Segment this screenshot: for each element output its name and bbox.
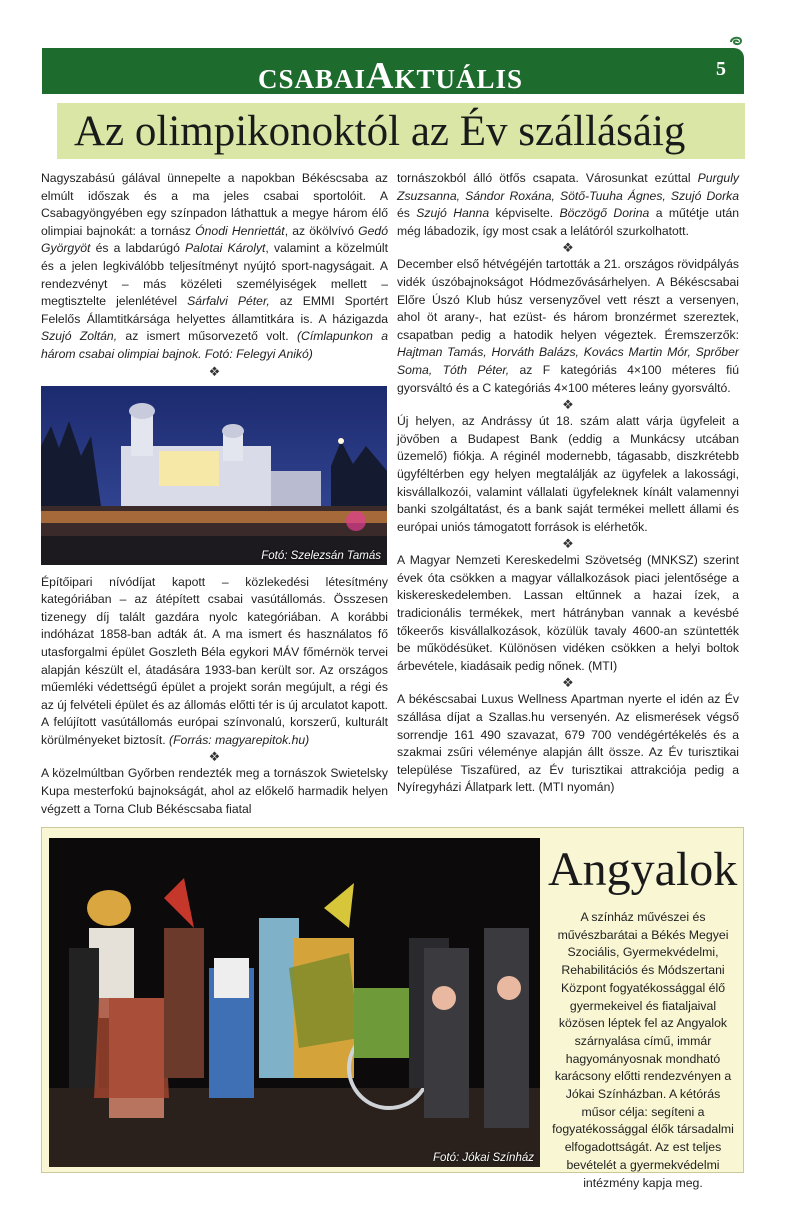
brand-rest: KTUÁLIS bbox=[394, 64, 524, 94]
brand-small: CSABAI bbox=[258, 64, 367, 94]
article-retail bbox=[397, 552, 739, 675]
text-run: az F kategóriás 4×100 méteres fiú gyorsváltó és a C kategóriás 4×100 méteres leány gyorsváltó. bbox=[397, 362, 739, 395]
stage-performance-image bbox=[49, 838, 540, 1167]
separator-ornament: ❖ bbox=[562, 397, 574, 413]
article-accommodation bbox=[397, 691, 739, 797]
article-bank bbox=[397, 413, 739, 536]
photo-credit: Fotó: Szelezsán Tamás bbox=[261, 550, 381, 562]
text-run: Új helyen, az Andrássy út 18. szám alatt várja ügyfeleit a jövőben a Budapest Bank (eddig a Munkácsy utcában üzemelő) fiókja. A réginél modernebb, tágasabb, diszkrétebb ügyféltérben egy helyen megtalálják az ügyfelek a lakossági, kisvállalkozói, valamint vállalati ügyfeleknek kínált valamennyi banki szolgáltatást, és a bank saját termékei mellett állami és európai uniós támogatott források is elérhetők. bbox=[397, 414, 739, 534]
italic-text: Ónodi Henriettát bbox=[195, 223, 285, 238]
station-photo bbox=[41, 386, 387, 565]
text-run: December első hétvégéjén tartották a 21. országos rövidpályás vidék úszóbajnokságot Hódmezővásárhelyen. A Békéscsabai Előre Úszó Klub húsz versenyzővel vett részt a versenyen, ahol öt arany-, hat ezüst- és három bronzérmet szereztek, csapatban pedig a hatodik helyen végeztek. Éremszerzők: bbox=[397, 257, 739, 342]
article-olympians bbox=[41, 170, 388, 364]
text-run: képviselte. bbox=[489, 206, 560, 221]
italic-text: Böczögő Dorina bbox=[559, 206, 650, 221]
box-text: A színház művészei és művészbarátai a Békés Megyei Szociális, Gyermekvédelmi, Rehabilitációs és Módszertani Központ fogyatékossággal élő gyermekeivel és fiataljaival közösen léptek fel az Angyalok szárnyalása című, immár hagyományosnak mondható karácsony előtti rendezvényen a Jókai Színházban. A kétórás műsor célja: segíteni a fogyatékossággal élők társadalmi elfogadottságát. Az est teljes bevételét a gyermekvédelmi intézmény kapja meg. bbox=[552, 910, 734, 1190]
separator-ornament: ❖ bbox=[562, 675, 574, 691]
article-gymnastics-cont bbox=[397, 170, 739, 240]
italic-text: (Forrás: magyarepitok.hu) bbox=[169, 732, 310, 747]
right-column bbox=[397, 170, 739, 797]
separator-ornament: ❖ bbox=[208, 749, 221, 765]
separator-ornament: ❖ bbox=[208, 363, 221, 379]
italic-text: (Címlapunkon a három csabai olimpiai bajnok. Fotó: Felegyi Anikó) bbox=[41, 329, 388, 361]
text-run: az ismert műsorvezető volt. bbox=[117, 329, 297, 344]
italic-text: Sárfalvi Péter, bbox=[187, 294, 270, 309]
text-run: A Magyar Nemzeti Kereskedelmi Szövetség (MNKSZ) szerint évek óta csökken a magyar vállalkozások piaci jelentősége a kiskereskedelemben. Lassan eltűnnek a hazai ízek, a tradicionális termékek, mert hátrányban vannak a kevésbé tőkeerős kisvállalkozások, közülük tavaly 4600-an szüntették be működésüket. Különösen vidéken csökken a helyi boltok árbevétele, kiadásaik pedig nőnek. (MTI) bbox=[397, 553, 739, 673]
italic-text: Hajtman Tamás, Horváth Balázs, Kovács Martin Mór, Sprőber Soma, Tóth Péter, bbox=[397, 345, 739, 377]
text-run: A közelmúltban Győrben rendezték meg a tornászok Swietelsky Kupa mesterfokú bajnokságát, ahol az előkelő harmadik helyen végzett a Torna Club Békéscsaba fiatal bbox=[41, 766, 388, 816]
text-run: és a labdarúgó bbox=[90, 241, 186, 256]
text-run: Építőipari nívódíjat kapott – közlekedési létesítmény kategóriában – az átépített csabai vasútállomás. Összesen tizenegy díj talált gazdára nyolc kategóriában. A korábbi indóházat 1858-ban adták át. A ma ismert és használatos fő utasforgalmi épület Goszleth Béla egykori MÁV főmérnök tervei alapján készült el, átadására 1933-ban került sor. Az országos műemléki védettségű épület a projekt során megújult, a régi és az új felvételi épület és az állomás előtti tér is új arculatot kapott. A felújított vasútállomás európai színvonalú, korszerű, kulturált körülményeket biztosít. bbox=[41, 574, 388, 747]
italic-text: Szujó Hanna bbox=[416, 206, 490, 221]
photo-credit: Fotó: Jókai Színház bbox=[433, 1152, 534, 1164]
brand-big: A bbox=[366, 55, 395, 97]
magazine-brand bbox=[258, 50, 524, 97]
article-swimming bbox=[397, 256, 739, 397]
page-title: Az olimpikonoktól az Év szállásáig bbox=[74, 108, 686, 155]
railway-station-image bbox=[41, 386, 387, 565]
text-run: A békéscsabai Luxus Wellness Apartman nyerte el idén az Év szállása díjat a Szallas.hu versenyén. Az elismerések végső sorrendje 161 490 szavazat, 679 700 vendégértékelés és a szakmai zsűri véleménye alapján állt össze. Az Év turisztikai települése Tiszafüred, az Év turisztikai attrakciója pedig a Nyíregyházi Állatpark lett. (MTI nyomán) bbox=[397, 692, 739, 795]
article-gymnastics bbox=[41, 765, 388, 818]
text-run: a műtétje után még lábadozik, így most csak a lelátóról szurkolhatott. bbox=[397, 206, 740, 238]
italic-text: Purguly Zsuzsanna, Sándor Roxána, Sötő-Tuuha Ágnes, Szujó Dorka bbox=[397, 171, 739, 203]
text-run: az EMMI Sportért Felelős Államtitkársága helyettes államtitkára is. A házigazda bbox=[41, 294, 389, 326]
headline-banner bbox=[57, 103, 745, 159]
text-run: és bbox=[397, 206, 417, 221]
article-railway-station bbox=[41, 574, 388, 750]
theatre-photo bbox=[49, 838, 540, 1167]
italic-text: Palotai Károlyt bbox=[185, 241, 266, 256]
text-run: tornászokból álló ötfős csapata. Városunkat ezúttal bbox=[397, 171, 698, 185]
text-run: Nagyszabású gálával ünnepelte a napokban Békéscsaba az elmúlt időszak és a ma jeles csabai sportolóit. A Csabagyöngyében egy színpadon láthattuk a megye három élő olimpiai bajnokát: a tornász bbox=[41, 171, 388, 238]
text-run: , valamint a közelmúlt és a jelen legkiválóbb teljesítményt nyújtó sport-nagyságait. A rendezvényt – más közéleti személyiségek mellett – megtisztelte jelenlétével bbox=[41, 241, 388, 309]
italic-text: Szujó Zoltán, bbox=[41, 329, 118, 344]
text-run: , az ökölvívó bbox=[284, 223, 359, 238]
italic-text: Gedó Györgyöt bbox=[41, 223, 388, 256]
box-title: Angyalok bbox=[548, 843, 738, 896]
swirl-icon bbox=[728, 34, 744, 48]
separator-ornament: ❖ bbox=[562, 240, 574, 256]
separator-ornament: ❖ bbox=[562, 536, 574, 552]
page-number: 5 bbox=[716, 58, 726, 80]
